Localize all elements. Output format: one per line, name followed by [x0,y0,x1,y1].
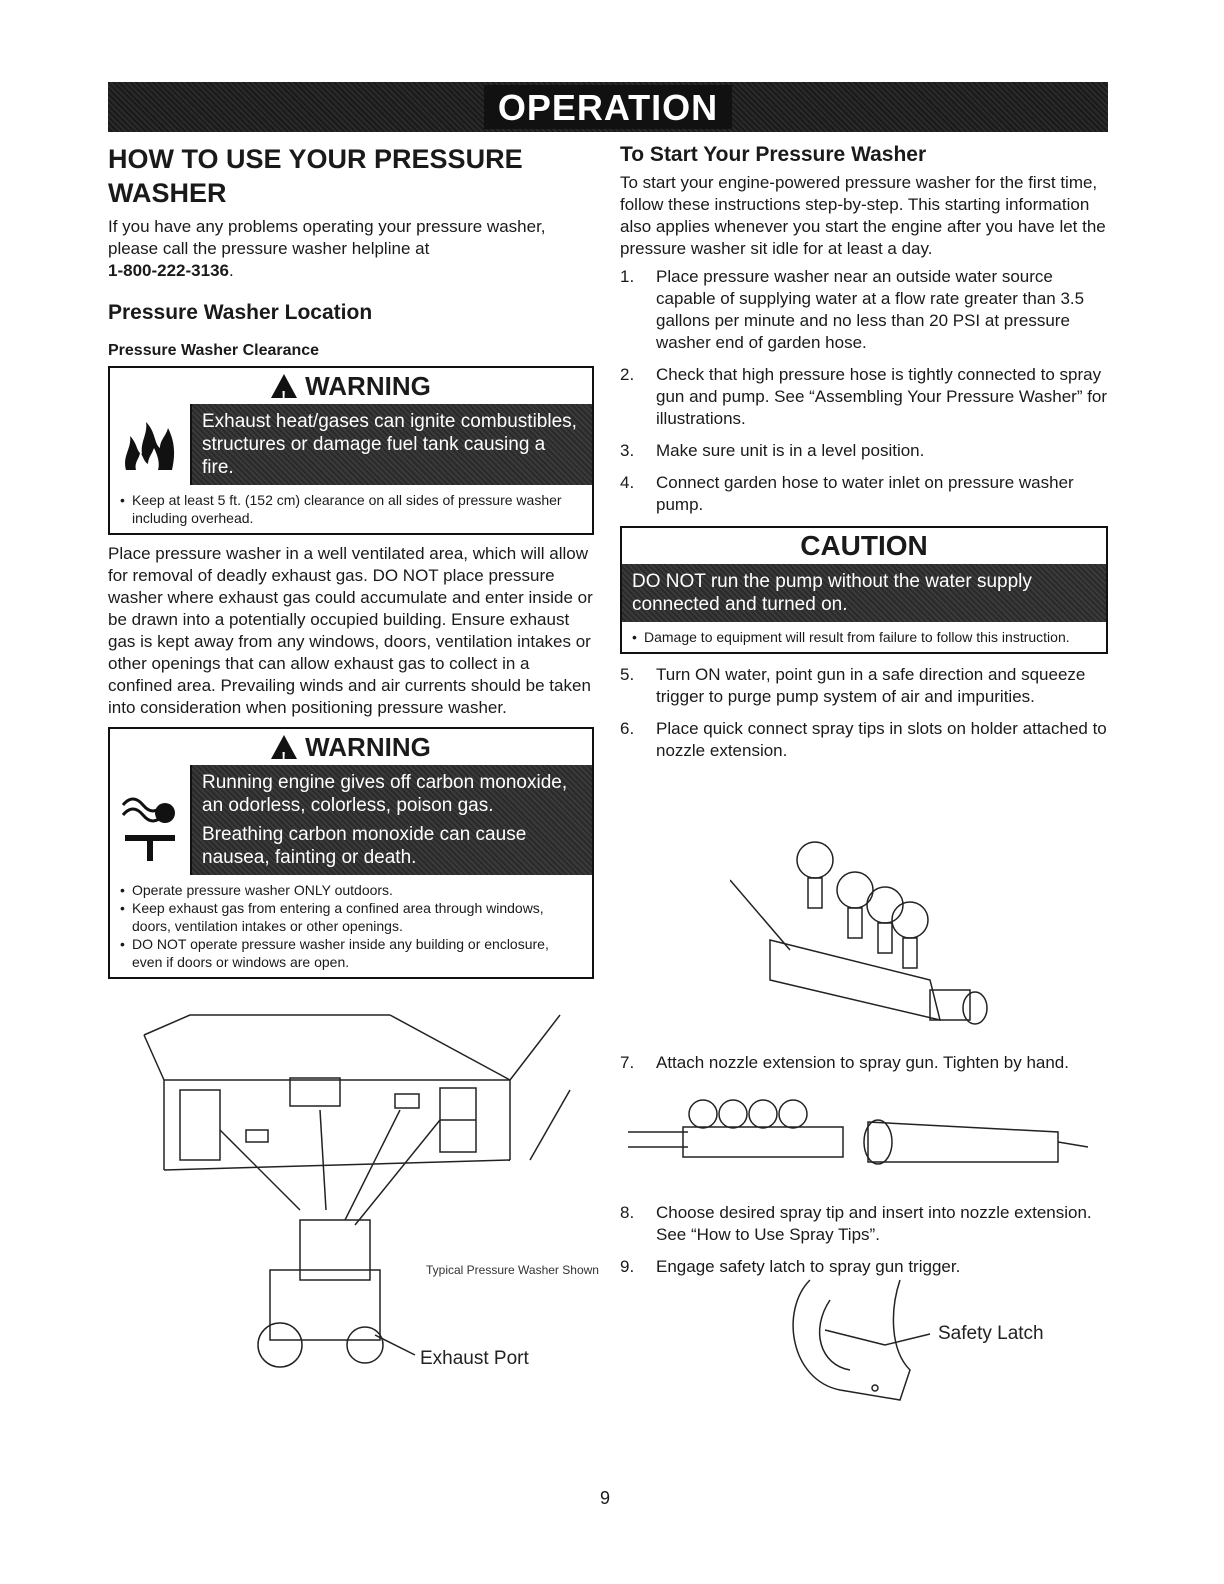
step-item: 8. Choose desired spray tip and insert into nozzle extension. See “How to Use Spray Tips”. [620,1203,1092,1244]
figure-caption: Typical Pressure Washer Shown [426,1263,599,1277]
warning-header [110,729,592,765]
section-banner [108,82,1108,132]
step-item: 2. Check that high pressure hose is tightly connected to spray gun and pump. See “Assembling Your Pressure Washer” for illustrations. [620,365,1108,428]
left-column [108,142,594,979]
step-item: 3. Make sure unit is in a level position. [620,441,925,460]
fire-icon [110,404,192,485]
warning-bullet: • Keep at least 5 ft. (152 cm) clearance on all sides of pressure washer including overhead. [120,491,582,527]
co-band-line-2: Breathing carbon monoxide can cause nausea, fainting or death. [202,824,527,868]
location-heading: Pressure Washer Location [108,301,373,324]
warning-triangle-icon: ! [271,735,297,759]
warning-band [110,765,592,875]
building-clearance-illustration [130,1010,600,1400]
start-intro: To start your engine-powered pressure washer for the first time, follow these instructions step-by-step. This starting information also applies whenever you start the engine after you have let the pressure washer sit idle for at least a day. [620,173,1106,258]
co-band-line-1: Running engine gives off carbon monoxide, an odorless, colorless, poison gas. [202,772,568,816]
spray-tip-holder-illustration [730,830,1030,1040]
step-item: 6. Place quick connect spray tips in slots on holder attached to nozzle extension. [620,719,1107,760]
helpline-phone: 1-800-222-3136 [108,261,229,280]
step-item: 9. Engage safety latch to spray gun trigger. [620,1257,961,1276]
placement-paragraph: Place pressure washer in a well ventilated area, which will allow for removal of deadly exhaust gas. DO NOT place pressure washer where exhaust gas could accumulate and enter inside or be drawn into a potentially occupied building. Ensure exhaust gas is kept away from any windows, doors, ventilation intakes or other openings that can allow exhaust gas to collect in a confined area. Prevailing winds and air currents should be taken into consideration when positioning pressure washer. [108,544,593,717]
step-item: 5. Turn ON water, point gun in a safe direction and squeeze trigger to purge pump system of air and impurities. [620,665,1086,706]
warning-header [110,368,592,404]
step-item: 4. Connect garden hose to water inlet on pressure washer pump. [620,473,1074,514]
intro-paragraph: If you have any problems operating your pressure washer, please call the pressure washer helpline at 1-800-222-3136. [108,217,546,280]
caution-box [620,526,1108,654]
warning-bullets [110,875,592,977]
caution-band [622,564,1106,622]
clearance-heading: Pressure Washer Clearance [108,342,320,359]
spray-gun-illustration [780,1270,940,1420]
step-item: 1. Place pressure washer near an outside water source capable of supplying water at a flow rate greater than 3.5 gallons per minute and no less than 20 PSI at pressure washer end of garden hose. [620,267,1085,352]
caution-bullet: • Damage to equipment will result from failure to follow this instruction. [632,628,1096,646]
steps-list-c [620,1202,1108,1278]
section-title: OPERATION [484,85,732,129]
co-warning-box [108,727,594,979]
warning-bullet: • Operate pressure washer ONLY outdoors. [120,881,582,899]
step-item: 7. Attach nozzle extension to spray gun. Tighten by hand. [620,1053,1069,1072]
warning-bullets [110,485,592,533]
warning-triangle-icon: ! [271,374,297,398]
caution-bullets [622,622,1106,652]
start-heading: To Start Your Pressure Washer [620,143,927,166]
warning-header-text: WARNING [305,732,431,762]
steps-list-a [620,266,1108,516]
steps-list-b [620,664,1108,762]
steps-list-7 [620,1052,1108,1074]
page-title: HOW TO USE YOUR PRESSURE WASHER [108,144,523,208]
exhaust-port-label: Exhaust Port [420,1348,529,1369]
page-number: 9 [600,1488,611,1508]
step-7-block [620,1046,1108,1084]
warning-header-text: WARNING [305,371,431,401]
toxic-fumes-icon [110,765,192,875]
nozzle-extension-illustration [628,1092,1098,1192]
caution-header: CAUTION [800,530,928,561]
warning-bullet: • Keep exhaust gas from entering a confined area through windows, doors, ventilation intakes or other openings. [120,899,582,935]
warning-band [110,404,592,485]
safety-latch-label: Safety Latch [938,1323,1044,1344]
warning-band-text: Exhaust heat/gases can ignite combustibles, structures or damage fuel tank causing a fire. [202,411,577,478]
warning-bullet: • DO NOT operate pressure washer inside any building or enclosure, even if doors or windows are open. [120,935,582,971]
fire-warning-box [108,366,594,535]
right-column [620,142,1108,772]
warning-band-text [192,765,592,875]
intro-text: If you have any problems operating your pressure washer, please call the pressure washer helpline at [108,217,546,258]
caution-band-text: DO NOT run the pump without the water supply connected and turned on. [632,571,1032,615]
